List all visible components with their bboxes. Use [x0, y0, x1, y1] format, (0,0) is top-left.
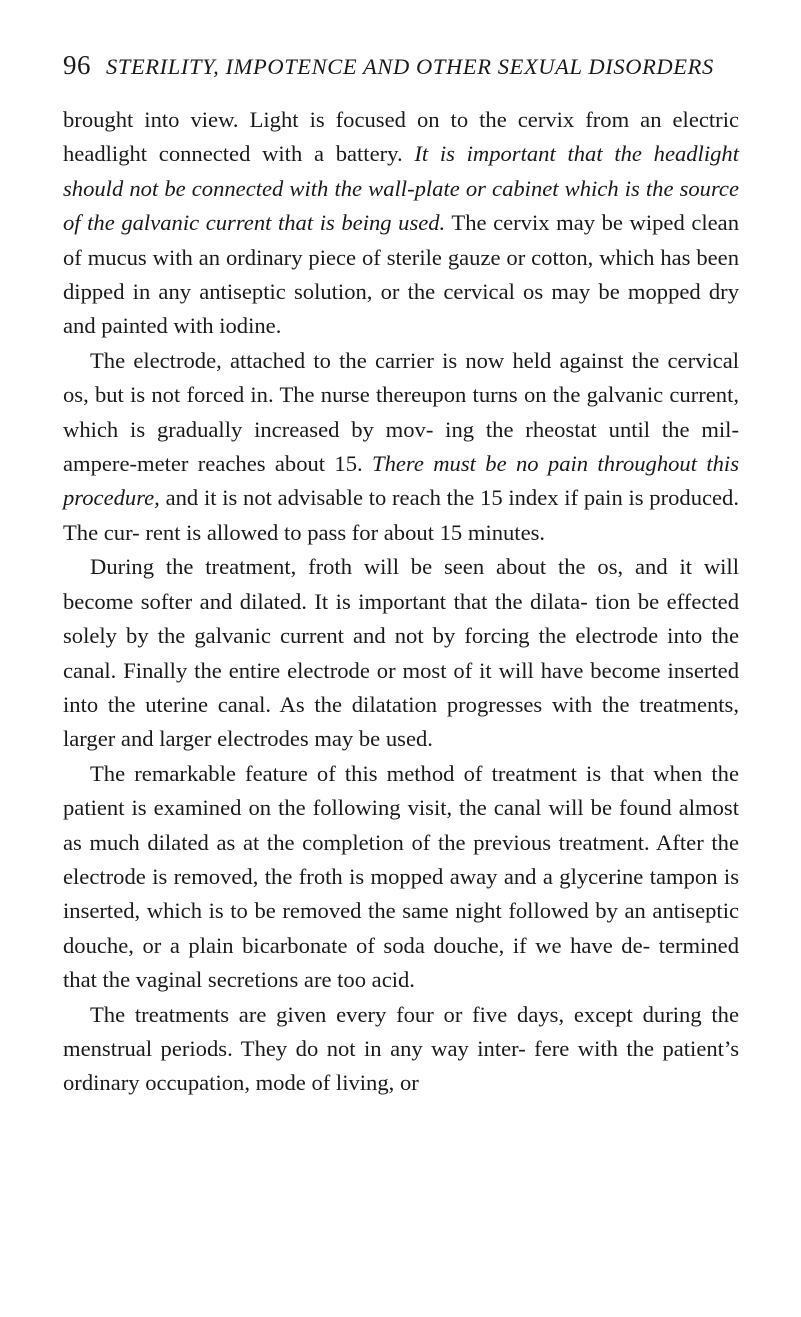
- paragraph-4: [63, 757, 739, 998]
- text-segment: The cervix may be wiped clean of mucus with an ordinary piece of sterile gauze or cotton, which has been dipped in any antiseptic solution, or the cervical os may be mopped dry and painted with iodine.: [63, 210, 739, 339]
- italic-segment: It is important that the headlight should not be connected with the wall-plate or cabinet which is the source of the galvanic current that is being used.: [63, 141, 739, 236]
- paragraph-2: [63, 344, 739, 550]
- page-number: 96: [63, 50, 91, 80]
- paragraph-3: [63, 550, 739, 756]
- running-head: [63, 50, 739, 90]
- text-segment: The treatments are given every four or five days, except during the menstrual periods. They do not in any way inter- fere with the patient’s ordinary occupation, mode of living, or: [63, 1001, 739, 1096]
- italic-segment: There must be no pain throughout this procedure,: [63, 451, 739, 511]
- text-segment: During the treatment, froth will be seen about the os, and it will become softer and dilated. It is important that the dilata- tion be effected solely by the galvanic current and not by forcing the electrode into the canal. Finally the entire electrode or most of it will have become inserted into the uterine canal. As the dilatation progresses with the treatments, larger and larger electrodes may be used.: [63, 554, 739, 752]
- paragraph-1: [63, 103, 739, 344]
- paragraph-5: [63, 998, 739, 1101]
- book-page: [63, 50, 739, 1101]
- text-segment: and it is not advisable to reach the 15 index if pain is produced. The cur- rent is allowed to pass for about 15 minutes.: [63, 485, 739, 545]
- running-title: STERILITY, IMPOTENCE AND OTHER SEXUAL DISORDERS: [106, 54, 714, 79]
- text-segment: brought into view. Light is focused on to the cervix from an electric headlight connected with a battery.: [63, 107, 739, 167]
- body-text: [63, 103, 739, 1101]
- text-segment: The electrode, attached to the carrier is now held against the cervical os, but is not forced in. The nurse thereupon turns on the galvanic current, which is gradually increased by mov- ing the rheostat until the mil-ampere-meter reaches about 15.: [63, 347, 739, 477]
- text-segment: The remarkable feature of this method of treatment is that when the patient is examined on the following visit, the canal will be found almost as much dilated as at the completion of the previous treatment. After the electrode is removed, the froth is mopped away and a glycerine tampon is inserted, which is to be removed the same night followed by an antiseptic douche, or a plain bicarbonate of soda douche, if we have de- termined that the vaginal secretions are too acid.: [63, 760, 739, 993]
